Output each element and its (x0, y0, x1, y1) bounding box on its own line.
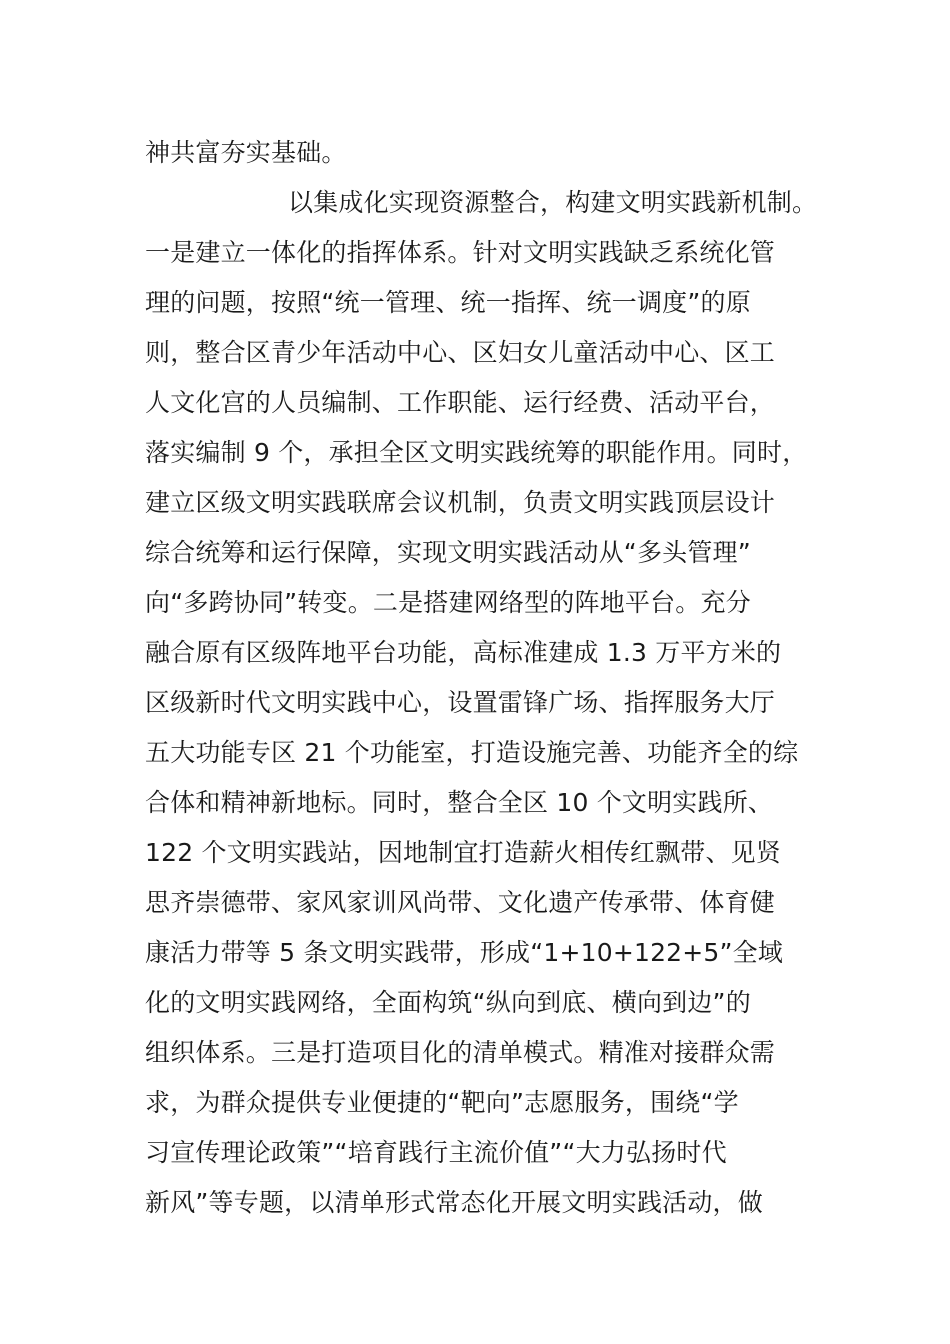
text-line: 建立区级文明实践联席会议机制，负责文明实践顶层设计 (145, 488, 776, 517)
text-line: 区级新时代文明实践中心，设置雷锋广场、指挥服务大厅 (145, 688, 776, 717)
text-line: 落实编制 9 个，承担全区文明实践统筹的职能作用。同时， (145, 438, 808, 467)
text-line: 一是建立一体化的指挥体系。针对文明实践缺乏系统化管 (145, 238, 776, 267)
text-line: 神共富夯实基础。 (145, 138, 347, 167)
text-line: 新风”等专题，以清单形式常态化开展文明实践活动，做 (145, 1188, 763, 1217)
text-line: 康活力带等 5 条文明实践带，形成“1+10+122+5”全域 (145, 938, 784, 967)
text-line: 融合原有区级阵地平台功能，高标准建成 1.3 万平方米的 (145, 638, 782, 667)
text-line: 理的问题，按照“统一管理、统一指挥、统一调度”的原 (145, 288, 751, 317)
text-line: 人文化宫的人员编制、工作职能、运行经费、活动平台， (145, 388, 776, 417)
text-line: 习宣传理论政策”“培育践行主流价值”“大力弘扬时代 (145, 1138, 727, 1167)
text-line: 122 个文明实践站，因地制宜打造薪火相传红飘带、见贤 (145, 838, 782, 867)
text-line: 合体和精神新地标。同时，整合全区 10 个文明实践所、 (145, 788, 774, 817)
text-line: 综合统筹和运行保障，实现文明实践活动从“多头管理” (145, 538, 751, 567)
text-line: 组织体系。三是打造项目化的清单模式。精准对接群众需 (145, 1038, 776, 1067)
text-line: 求，为群众提供专业便捷的“靶向”志愿服务，围绕“学 (145, 1088, 739, 1117)
text-line: 思齐崇德带、家风家训风尚带、文化遗产传承带、体育健 (145, 888, 776, 917)
text-line: 五大功能专区 21 个功能室，打造设施完善、功能齐全的综 (145, 738, 799, 767)
text-line: 化的文明实践网络，全面构筑“纵向到底、横向到边”的 (145, 988, 751, 1017)
text-line: 则，整合区青少年活动中心、区妇女儿童活动中心、区工 (145, 338, 776, 367)
section-heading: 以集成化实现资源整合，构建文明实践新机制。 (288, 188, 818, 217)
text-line: 向“多跨协同”转变。二是搭建网络型的阵地平台。充分 (145, 588, 751, 617)
